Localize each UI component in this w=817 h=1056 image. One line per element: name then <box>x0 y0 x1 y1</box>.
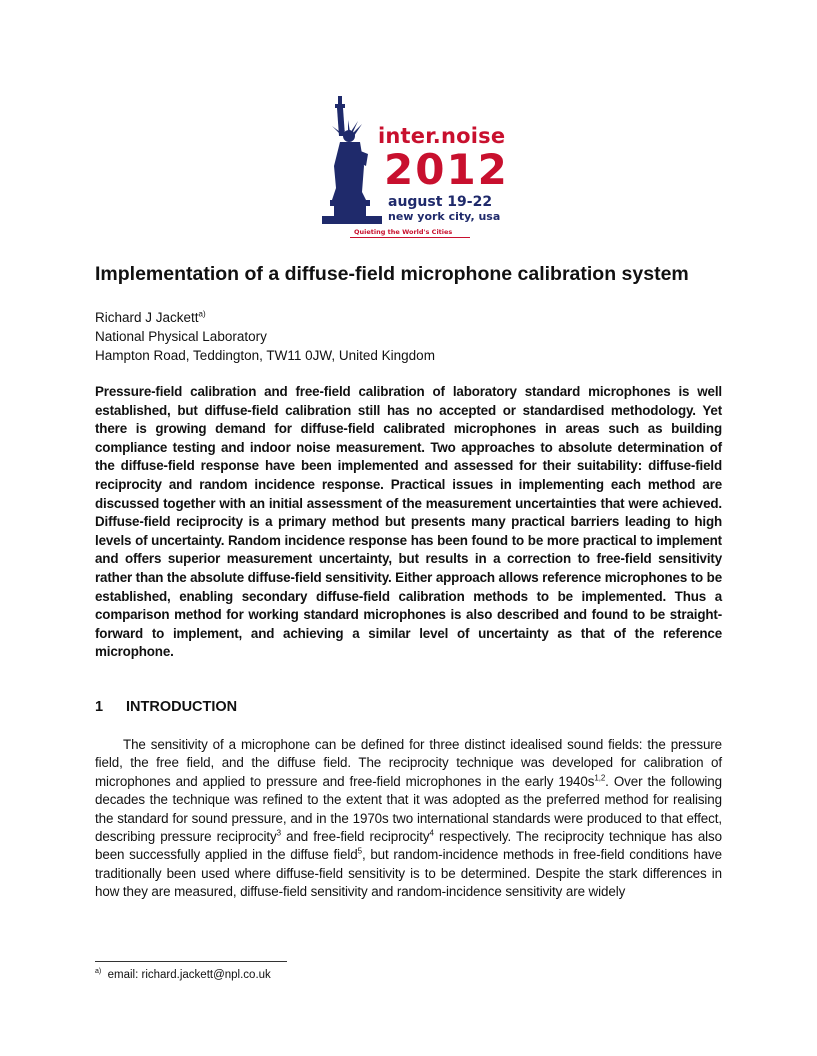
introduction-paragraph <box>95 736 722 902</box>
logo-year: 2012 <box>384 145 509 194</box>
citation-marker: 4 <box>429 828 434 838</box>
intro-text-part: . Over the following decades the technique was refined to the extent that it was adopted as the preferred method for realising the standard for sound pressure, and in the 1970s two international standards were produced to that effect, describing pressure reciprocity <box>95 773 722 845</box>
intro-text-part: and free-field reciprocity <box>280 829 430 845</box>
abstract: Pressure-field calibration and free-field calibration of laboratory standard microphones is well established, but diffuse-field calibration still has no accepted or standardised methodology. Yet there is growing demand for diffuse-field calibrated microphones in areas such as building compliance testing and indoor noise measurement. Two approaches to absolute determination of the diffuse-field response have been implemented and assessed for their suitability: diffuse-field reciprocity and random incidence response. Practical issues in implementing each method are discussed together with an initial assessment of the measurement uncertainties that were achieved. Diffuse-field reciprocity is a primary method but presents many practical barriers leading to high levels of uncertainty. Random incidence response has been found to be more practical to implement and offers superior measurement uncertainty, but results in a correction to free-field sensitivity rather than the absolute diffuse-field sensitivity. Either approach allows reference microphones to be established, enabling secondary diffuse-field calibration methods to be implemented. Thus a comparison method for working standard microphones is also described and found to be straight-forward to implement, and achieving a similar level of uncertainty as that of the reference microphone. <box>95 384 722 660</box>
author-address: Hampton Road, Teddington, TW11 0JW, United Kingdom <box>95 348 435 363</box>
logo-rule <box>350 237 470 238</box>
author-name-line <box>95 308 735 327</box>
conference-logo <box>318 96 509 246</box>
citation-marker: 1,2 <box>594 773 606 783</box>
citation-marker: 5 <box>357 846 362 856</box>
intro-text-part: respectively. The reciprocity technique has also been successfully applied in the diffuse field <box>95 829 722 863</box>
author-footnote-marker: a) <box>198 309 206 319</box>
paper-title: Implementation of a diffuse-field microphone calibration system <box>95 263 689 285</box>
footnote <box>95 969 271 981</box>
logo-brand-text: inter.noise <box>378 124 506 148</box>
citation-marker: 3 <box>276 828 281 838</box>
logo-city: new york city, usa <box>388 210 501 223</box>
footnote-divider <box>95 961 287 962</box>
section-number: 1 <box>95 699 104 715</box>
author-block <box>95 308 735 365</box>
footnote-email: email: richard.jackett@npl.co.uk <box>107 969 271 981</box>
section-heading <box>95 699 735 715</box>
author-name: Richard J Jackett <box>95 310 199 325</box>
section-title: INTRODUCTION <box>126 699 238 715</box>
footnote-marker: a) <box>95 968 102 976</box>
intro-text-part: , but random-incidence methods in free-field conditions have traditionally been used where diffuse-field sensitivity is to be determined. Despite the stark differences in how they are measured, diffuse-field sensitivity and random-incidence sensitivity are widely <box>95 847 722 900</box>
logo-dates: august 19-22 <box>388 194 493 210</box>
intro-text-part: The sensitivity of a microphone can be defined for three distinct idealised sound fields: the pressure field, the free field, and the diffuse field. The reciprocity technique was developed for calibration of microphones and applied to pressure and free-field microphones in the early 1940s <box>95 737 722 789</box>
logo-tagline: Quieting the World's Cities <box>354 228 453 236</box>
author-affiliation: National Physical Laboratory <box>95 329 267 344</box>
